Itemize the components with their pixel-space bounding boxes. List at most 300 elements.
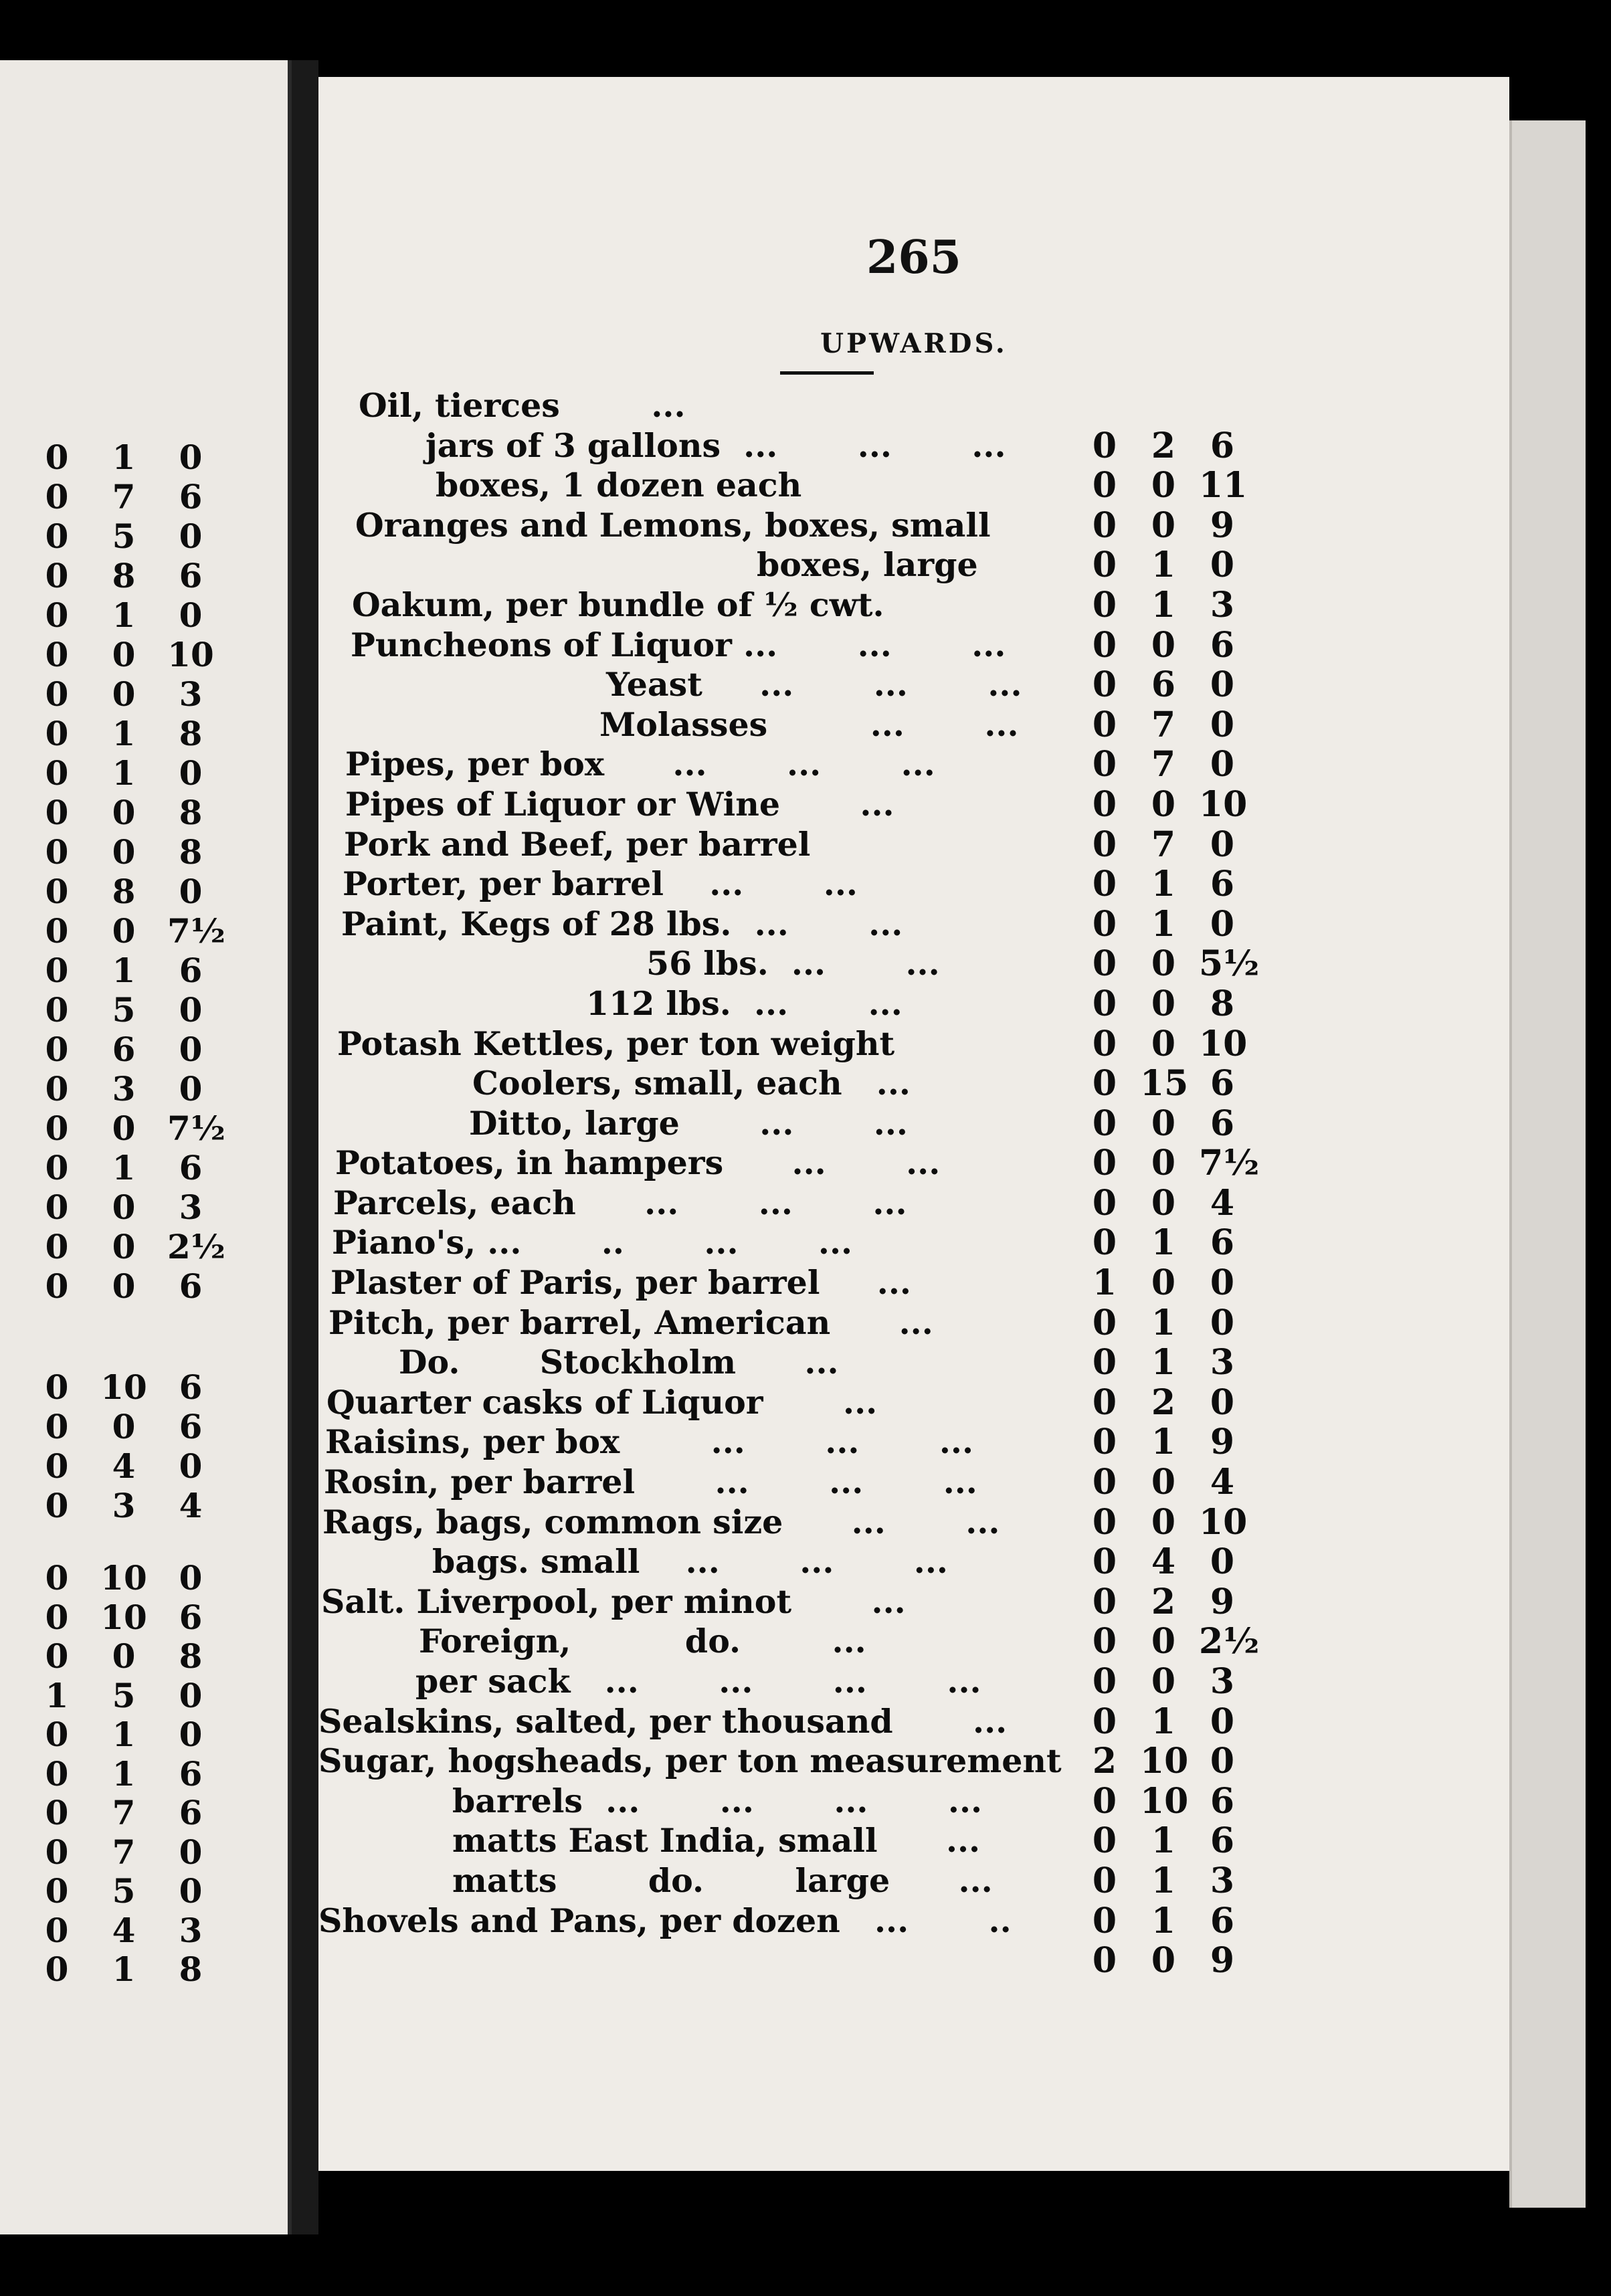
item-description: 56 lbs. ... ... <box>646 944 940 983</box>
shillings-value: 1 <box>1151 1342 1176 1383</box>
page-edge <box>1509 120 1586 2208</box>
pence-value: 6 <box>1210 1900 1235 1941</box>
left-value-row <box>0 675 281 714</box>
shillings-value: 0 <box>112 1636 136 1676</box>
left-value-row <box>0 991 281 1030</box>
left-value-row <box>0 1911 281 1950</box>
shillings-value: 0 <box>1151 1501 1176 1543</box>
pence-value: 6 <box>179 1597 203 1637</box>
pounds-value: 0 <box>45 674 69 714</box>
shillings-value: 1 <box>1151 864 1176 905</box>
pence-value: 6 <box>1210 1222 1235 1264</box>
item-description: matts do. large ... <box>452 1860 993 1900</box>
pence-value: 0 <box>179 1030 203 1069</box>
pounds-value: 0 <box>1092 1701 1117 1742</box>
pounds-value: 0 <box>45 1187 69 1227</box>
pence-value: 10 <box>1199 1501 1248 1543</box>
pence-value: 9 <box>1210 1940 1235 1982</box>
pounds-value: 0 <box>45 1871 69 1911</box>
pounds-value: 0 <box>45 753 69 793</box>
item-description: bags. small ... ... ... <box>432 1542 948 1582</box>
shillings-value: 5 <box>112 516 136 556</box>
tariff-row <box>318 1622 1509 1662</box>
item-description: Sugar, hogsheads, per ton measurement <box>318 1741 1062 1781</box>
pounds-value: 0 <box>45 832 69 872</box>
shillings-value: 6 <box>112 1030 136 1069</box>
left-page <box>0 60 292 2234</box>
left-value-row <box>0 872 281 911</box>
shillings-value: 4 <box>112 1446 136 1486</box>
pounds-value: 2 <box>1092 1741 1117 1782</box>
pounds-value: 0 <box>1092 1063 1117 1105</box>
shillings-value: 0 <box>1151 504 1176 546</box>
left-value-row <box>0 1833 281 1872</box>
item-description: Oakum, per bundle of ½ cwt. <box>352 585 884 624</box>
pounds-value: 0 <box>1092 704 1117 745</box>
page-number: 265 <box>866 231 961 284</box>
pence-value: 0 <box>179 438 203 477</box>
tariff-row <box>318 1702 1509 1742</box>
pence-value: 0 <box>1210 824 1235 865</box>
item-description: Porter, per barrel ... ... <box>343 864 858 904</box>
shillings-value: 5 <box>112 1871 136 1911</box>
tariff-row <box>318 1503 1509 1543</box>
pence-value: 3 <box>179 1187 203 1227</box>
shillings-value: 8 <box>112 556 136 595</box>
shillings-value: 0 <box>112 911 136 951</box>
shillings-value: 3 <box>112 1069 136 1109</box>
pence-value: 0 <box>1210 664 1235 706</box>
pence-value: 8 <box>179 1949 203 1989</box>
tariff-row <box>318 386 1509 426</box>
pence-value: 6 <box>1210 1820 1235 1862</box>
left-value-row <box>0 438 281 477</box>
left-value-row <box>0 793 281 832</box>
shillings-value: 0 <box>1151 783 1176 825</box>
pence-value: 7½ <box>167 1109 225 1148</box>
shillings-value: 0 <box>1151 1661 1176 1702</box>
tariff-list <box>318 386 1509 1981</box>
shillings-value: 7 <box>112 477 136 516</box>
item-description: Raisins, per box ... ... ... <box>325 1422 974 1462</box>
pence-value: 0 <box>1210 1381 1235 1423</box>
pence-value: 6 <box>179 556 203 595</box>
pence-value: 6 <box>1210 624 1235 666</box>
shillings-value: 1 <box>112 753 136 793</box>
pence-value: 0 <box>179 1832 203 1872</box>
pence-value: 8 <box>179 714 203 753</box>
item-description: per sack ... ... ... ... <box>415 1662 981 1701</box>
item-description: boxes, 1 dozen each <box>436 466 802 505</box>
tariff-row <box>318 1183 1509 1224</box>
shillings-value: 2 <box>1151 1381 1176 1423</box>
left-value-row <box>0 1109 281 1148</box>
tariff-row <box>318 545 1509 585</box>
pence-value: 8 <box>1210 983 1235 1024</box>
pounds-value: 1 <box>45 1675 69 1715</box>
item-description: Salt. Liverpool, per minot ... <box>321 1582 906 1621</box>
item-description: Foreign, do. ... <box>419 1622 866 1661</box>
pounds-value: 0 <box>1092 1940 1117 1982</box>
pence-value: 8 <box>179 832 203 872</box>
shillings-value: 0 <box>112 635 136 674</box>
pounds-value: 0 <box>1092 504 1117 546</box>
left-value-row <box>0 1637 281 1676</box>
item-description: Ditto, large ... ... <box>469 1103 908 1143</box>
pounds-value: 0 <box>1092 1422 1117 1463</box>
left-value-row <box>0 1950 281 1989</box>
shillings-value: 10 <box>100 1367 147 1407</box>
shillings-value: 1 <box>1151 584 1176 626</box>
pounds-value: 0 <box>1092 1501 1117 1543</box>
shillings-value: 1 <box>1151 903 1176 945</box>
tariff-row <box>318 1941 1509 1981</box>
pence-value: 6 <box>179 1407 203 1446</box>
tariff-row <box>318 825 1509 865</box>
shillings-value: 0 <box>1151 1262 1176 1304</box>
pounds-value: 0 <box>45 1407 69 1446</box>
pounds-value: 0 <box>1092 824 1117 865</box>
pence-value: 0 <box>1210 545 1235 586</box>
shillings-value: 10 <box>1140 1780 1189 1822</box>
pounds-value: 0 <box>1092 1900 1117 1941</box>
left-value-row <box>0 636 281 674</box>
tariff-row <box>318 1542 1509 1582</box>
pence-value: 9 <box>1210 504 1235 546</box>
shillings-value: 0 <box>112 832 136 872</box>
right-page <box>318 77 1509 2171</box>
pounds-value: 0 <box>45 1148 69 1187</box>
pounds-value: 0 <box>45 911 69 951</box>
pence-value: 0 <box>179 753 203 793</box>
pounds-value: 0 <box>1092 584 1117 626</box>
shillings-value: 1 <box>112 438 136 477</box>
shillings-value: 1 <box>112 1949 136 1989</box>
item-description: Do. Stockholm ... <box>399 1343 839 1382</box>
shillings-value: 1 <box>112 1715 136 1754</box>
left-value-row <box>0 714 281 753</box>
pence-value: 9 <box>1210 1422 1235 1463</box>
shillings-value: 1 <box>1151 545 1176 586</box>
shillings-value: 7 <box>1151 824 1176 865</box>
item-description: Pork and Beef, per barrel <box>344 824 811 864</box>
item-description: Plaster of Paris, per barrel ... <box>330 1263 911 1303</box>
left-value-row <box>0 1755 281 1794</box>
left-value-row <box>0 1149 281 1187</box>
shillings-value: 0 <box>112 1109 136 1148</box>
item-description: Sealskins, salted, per thousand ... <box>318 1701 1008 1741</box>
shillings-value: 0 <box>1151 624 1176 666</box>
item-description: Potatoes, in hampers ... ... <box>335 1143 941 1183</box>
shillings-value: 1 <box>1151 1820 1176 1862</box>
tariff-row <box>318 904 1509 945</box>
shillings-value: 0 <box>112 1266 136 1306</box>
pence-value: 2½ <box>1199 1621 1260 1662</box>
shillings-value: 0 <box>1151 983 1176 1024</box>
tariff-row <box>318 626 1509 666</box>
item-description: barrels ... ... ... ... <box>452 1781 983 1820</box>
left-value-row <box>0 596 281 635</box>
tariff-row <box>318 1861 1509 1901</box>
pounds-value: 0 <box>1092 783 1117 825</box>
item-description: Pipes, per box ... ... ... <box>345 745 935 784</box>
shillings-value: 3 <box>112 1486 136 1525</box>
pounds-value: 0 <box>1092 1023 1117 1064</box>
pence-value: 8 <box>179 793 203 832</box>
pence-value: 8 <box>179 1636 203 1676</box>
item-description: Pitch, per barrel, American ... <box>328 1303 933 1342</box>
pounds-value: 0 <box>45 1832 69 1872</box>
pounds-value: 0 <box>45 1069 69 1109</box>
tariff-row <box>318 1422 1509 1462</box>
tariff-row <box>318 1782 1509 1822</box>
tariff-row <box>318 864 1509 904</box>
pence-value: 0 <box>1210 1541 1235 1583</box>
tariff-row <box>318 705 1509 745</box>
pence-value: 6 <box>179 1753 203 1794</box>
tariff-row <box>318 1024 1509 1064</box>
shillings-value: 1 <box>1151 1701 1176 1742</box>
pounds-value: 0 <box>45 516 69 556</box>
tariff-row <box>318 1343 1509 1383</box>
pounds-value: 0 <box>45 438 69 477</box>
tariff-row <box>318 1901 1509 1941</box>
pence-value: 11 <box>1199 465 1248 506</box>
pence-value: 9 <box>1210 1581 1235 1622</box>
pence-value: 3 <box>179 674 203 714</box>
shillings-value: 0 <box>112 1407 136 1446</box>
tariff-row <box>318 944 1509 984</box>
pounds-value: 0 <box>1092 983 1117 1024</box>
pounds-value: 0 <box>45 1446 69 1486</box>
pounds-value: 0 <box>45 1486 69 1525</box>
shillings-value: 6 <box>1151 664 1176 706</box>
pence-value: 0 <box>1210 1741 1235 1782</box>
pounds-value: 0 <box>1092 1222 1117 1264</box>
left-value-row <box>0 1872 281 1911</box>
pence-value: 0 <box>179 1558 203 1598</box>
tariff-row <box>318 466 1509 506</box>
shillings-value: 10 <box>1140 1741 1189 1782</box>
left-value-row <box>0 478 281 516</box>
shillings-value: 5 <box>112 990 136 1030</box>
shillings-value: 1 <box>112 714 136 753</box>
left-value-row <box>0 754 281 793</box>
shillings-value: 1 <box>112 1753 136 1794</box>
pence-value: 6 <box>179 1266 203 1306</box>
pounds-value: 0 <box>45 1793 69 1832</box>
pounds-value: 0 <box>1092 1103 1117 1144</box>
pounds-value: 0 <box>45 872 69 911</box>
item-description: Oranges and Lemons, boxes, small <box>355 505 991 545</box>
shillings-value: 0 <box>1151 1023 1176 1064</box>
pence-value: 6 <box>179 477 203 516</box>
shillings-value: 7 <box>1151 744 1176 785</box>
pounds-value: 0 <box>1092 744 1117 785</box>
shillings-value: 1 <box>112 1148 136 1187</box>
left-value-row <box>0 951 281 990</box>
pence-value: 0 <box>1210 744 1235 785</box>
shillings-value: 0 <box>1151 1940 1176 1982</box>
pounds-value: 0 <box>1092 1381 1117 1423</box>
heading-rule <box>780 371 874 375</box>
pounds-value: 0 <box>45 635 69 674</box>
pounds-value: 0 <box>45 1266 69 1306</box>
tariff-row <box>318 785 1509 825</box>
pence-value: 3 <box>1210 1860 1235 1901</box>
item-description: boxes, large <box>757 545 978 585</box>
pence-value: 0 <box>179 1446 203 1486</box>
pence-value: 0 <box>1210 704 1235 745</box>
pence-value: 6 <box>1210 1780 1235 1822</box>
shillings-value: 1 <box>1151 1900 1176 1941</box>
tariff-row <box>318 745 1509 785</box>
pence-value: 6 <box>179 1793 203 1832</box>
left-value-row <box>0 1408 281 1446</box>
shillings-value: 0 <box>1151 943 1176 985</box>
tariff-row <box>318 1821 1509 1861</box>
left-value-row <box>0 1228 281 1266</box>
item-description: matts East India, small ... <box>452 1821 981 1860</box>
pounds-value: 0 <box>1092 664 1117 706</box>
pounds-value: 0 <box>1092 1541 1117 1583</box>
pounds-value: 0 <box>45 1227 69 1266</box>
pence-value: 0 <box>179 595 203 635</box>
pounds-value: 0 <box>45 1636 69 1676</box>
pence-value: 3 <box>1210 1661 1235 1702</box>
pounds-value: 0 <box>45 990 69 1030</box>
pence-value: 10 <box>1199 783 1248 825</box>
tariff-row <box>318 1064 1509 1104</box>
left-value-row <box>0 557 281 595</box>
tariff-row <box>318 1104 1509 1144</box>
item-description: Paint, Kegs of 28 lbs. ... ... <box>341 904 903 943</box>
pence-value: 7½ <box>167 911 225 951</box>
pounds-value: 0 <box>45 714 69 753</box>
shillings-value: 2 <box>1151 425 1176 466</box>
pence-value: 6 <box>1210 425 1235 466</box>
item-description: Coolers, small, each ... <box>472 1064 911 1103</box>
pounds-value: 0 <box>1092 1780 1117 1822</box>
shillings-value: 1 <box>112 951 136 990</box>
item-description: Molasses ... ... <box>599 704 1019 744</box>
pence-value: 10 <box>167 635 214 674</box>
pounds-value: 0 <box>45 951 69 990</box>
pounds-value: 0 <box>1092 1661 1117 1702</box>
pounds-value: 0 <box>45 477 69 516</box>
shillings-value: 0 <box>1151 1462 1176 1503</box>
pence-value: 0 <box>179 872 203 911</box>
tariff-row <box>318 1462 1509 1503</box>
pounds-value: 0 <box>45 1597 69 1637</box>
pence-value: 0 <box>179 1675 203 1715</box>
pounds-value: 0 <box>1092 864 1117 905</box>
shillings-value: 4 <box>1151 1541 1176 1583</box>
pounds-value: 0 <box>1092 943 1117 985</box>
pounds-value: 0 <box>1092 1143 1117 1184</box>
pence-value: 7½ <box>1199 1143 1260 1184</box>
pounds-value: 0 <box>45 595 69 635</box>
item-description: jars of 3 gallons ... ... ... <box>425 425 1006 465</box>
item-description: Yeast ... ... ... <box>606 665 1022 704</box>
left-value-row <box>0 912 281 951</box>
pounds-value: 0 <box>45 1715 69 1754</box>
item-description: Shovels and Pans, per dozen ... .. <box>318 1901 1012 1940</box>
shillings-value: 15 <box>1140 1063 1189 1105</box>
left-value-row <box>0 1794 281 1832</box>
tariff-row <box>318 585 1509 626</box>
left-value-row <box>0 1070 281 1109</box>
tariff-row <box>318 1662 1509 1702</box>
shillings-value: 4 <box>112 1910 136 1950</box>
shillings-value: 0 <box>112 674 136 714</box>
left-value-row <box>0 1487 281 1525</box>
pounds-value: 0 <box>45 1109 69 1148</box>
tariff-row <box>318 1223 1509 1263</box>
pounds-value: 0 <box>1092 1581 1117 1622</box>
tariff-row <box>318 426 1509 466</box>
shillings-value: 1 <box>1151 1860 1176 1901</box>
shillings-value: 0 <box>1151 1621 1176 1662</box>
shillings-value: 1 <box>1151 1302 1176 1343</box>
left-value-row <box>0 1188 281 1227</box>
pounds-value: 0 <box>1092 1621 1117 1662</box>
shillings-value: 2 <box>1151 1581 1176 1622</box>
pence-value: 4 <box>179 1486 203 1525</box>
shillings-value: 0 <box>1151 465 1176 506</box>
pounds-value: 0 <box>1092 425 1117 466</box>
pounds-value: 0 <box>45 1949 69 1989</box>
shillings-value: 1 <box>1151 1422 1176 1463</box>
left-value-row <box>0 833 281 872</box>
item-description: Piano's, ... .. ... ... <box>332 1223 853 1262</box>
left-value-row <box>0 1559 281 1598</box>
item-description: Pipes of Liquor or Wine ... <box>345 784 894 824</box>
left-value-row <box>0 517 281 556</box>
pounds-value: 0 <box>1092 1342 1117 1383</box>
pounds-value: 0 <box>45 1030 69 1069</box>
pence-value: 6 <box>179 951 203 990</box>
pence-value: 5½ <box>1199 943 1260 985</box>
pence-value: 3 <box>179 1910 203 1950</box>
left-value-row <box>0 1368 281 1407</box>
pounds-value: 0 <box>45 1558 69 1598</box>
pence-value: 0 <box>179 516 203 556</box>
shillings-value: 0 <box>112 1227 136 1266</box>
shillings-value: 10 <box>100 1597 147 1637</box>
pounds-value: 0 <box>45 556 69 595</box>
tariff-row <box>318 1741 1509 1782</box>
left-value-row <box>0 1030 281 1069</box>
pence-value: 0 <box>179 1715 203 1754</box>
tariff-row <box>318 1582 1509 1622</box>
pence-value: 0 <box>1210 1701 1235 1742</box>
tariff-row <box>318 506 1509 546</box>
shillings-value: 0 <box>112 793 136 832</box>
shillings-value: 0 <box>112 1187 136 1227</box>
pounds-value: 0 <box>45 1753 69 1794</box>
pence-value: 0 <box>179 1871 203 1911</box>
tariff-row <box>318 665 1509 705</box>
shillings-value: 5 <box>112 1675 136 1715</box>
pounds-value: 0 <box>45 793 69 832</box>
pence-value: 4 <box>1210 1182 1235 1224</box>
shillings-value: 10 <box>100 1558 147 1598</box>
pounds-value: 0 <box>1092 545 1117 586</box>
pence-value: 2½ <box>167 1227 225 1266</box>
shillings-value: 1 <box>1151 1222 1176 1264</box>
pence-value: 0 <box>1210 1302 1235 1343</box>
